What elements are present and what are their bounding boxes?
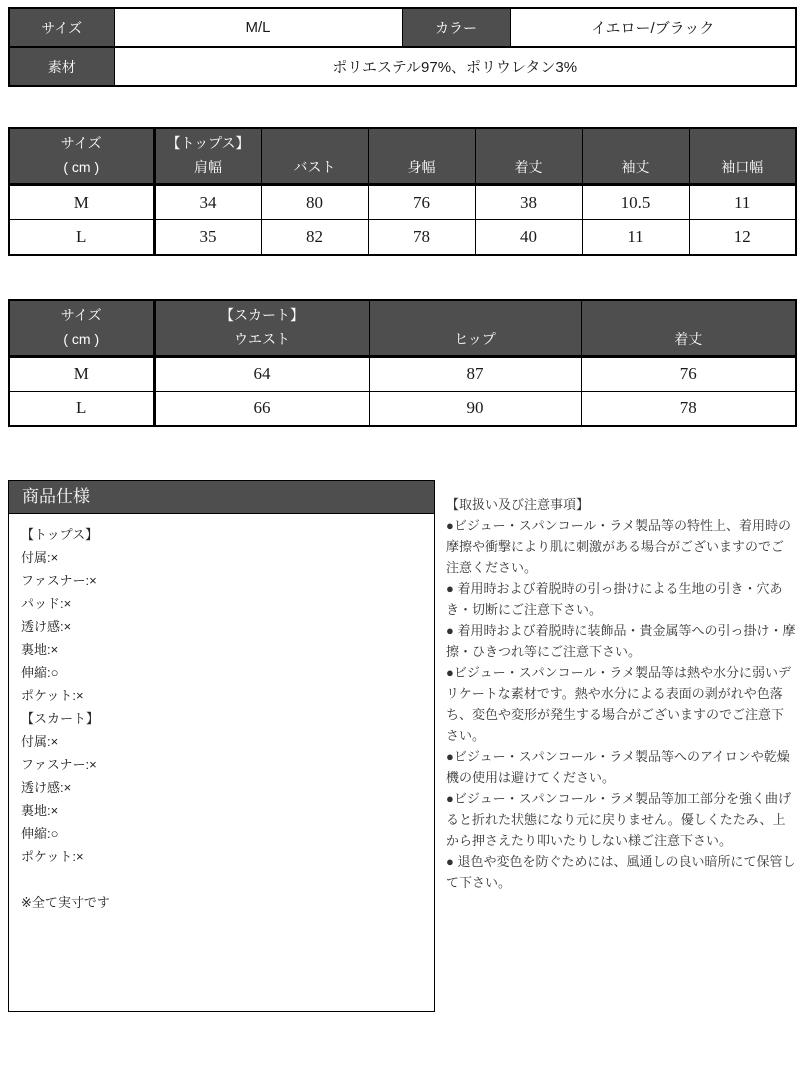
care-notes-title: 【取扱い及び注意事項】 (446, 497, 590, 512)
skirt-size-table (8, 299, 797, 428)
tops-col-shoulder-line2: 肩幅 (194, 159, 222, 175)
tops-row-m (9, 185, 796, 220)
care-note-list (446, 515, 796, 893)
tops-m-shoulder: 34 (154, 185, 261, 220)
skirt-m-waist: 64 (154, 356, 369, 391)
tops-l-sleeve: 11 (582, 220, 689, 255)
tops-col-sleeve-line1 (583, 131, 689, 155)
spec-line: 伸縮:○ (21, 665, 59, 680)
skirt-m-label: M (9, 356, 154, 391)
tops-size-unit-header (9, 128, 154, 185)
skirt-l-waist: 66 (154, 391, 369, 426)
tops-col-width-line1 (369, 131, 475, 155)
tops-col-sleeve-line2: 袖丈 (621, 159, 650, 175)
skirt-m-length: 76 (581, 356, 796, 391)
skirt-row-l (9, 391, 796, 426)
tops-l-label: L (9, 220, 154, 255)
tops-col-bust-line1 (262, 131, 368, 155)
tops-l-width: 78 (368, 220, 475, 255)
care-note: ● 着用時および着脱時に装飾品・貴金属等への引っ掛け・摩擦・ひきつれ等にご注意下さい。 (446, 623, 796, 659)
product-info-table (8, 7, 797, 87)
skirt-col-hip-line1 (370, 303, 581, 327)
material-label-cell: 素材 (9, 47, 114, 86)
spec-line-list (9, 514, 434, 923)
care-note: ●ビジュー・スパンコール・ラメ製品等の特性上、着用時の摩擦や衝撃により肌に刺激がある場合がございますのでご注意ください。 (446, 518, 791, 575)
care-note: ●ビジュー・スパンコール・ラメ製品等は熱や水分に弱いデリケートな素材です。熱や水分による表面の剥がれや色落ち、変色や変形が発生する場合がございますのでご注意下さい。 (446, 665, 791, 743)
spec-line: パッド:× (21, 596, 72, 611)
skirt-l-length: 78 (581, 391, 796, 426)
color-label-cell: カラー (402, 8, 510, 47)
tops-col-bust-line2: バスト (293, 159, 336, 175)
tops-col-cuff (689, 128, 796, 185)
tops-size-table (8, 127, 797, 256)
tops-col-shoulder-line1: 【トップス】 (166, 135, 250, 151)
care-notes-panel (446, 480, 796, 893)
size-value-cell: M/L (114, 8, 402, 47)
skirt-size-unit-header (9, 300, 154, 357)
skirt-l-label: L (9, 391, 154, 426)
tops-col-cuff-line1 (690, 131, 796, 155)
spec-line: 付属:× (21, 550, 59, 565)
tops-col-width-line2: 身幅 (407, 159, 436, 175)
tops-col-bust (261, 128, 368, 185)
tops-m-width: 76 (368, 185, 475, 220)
care-note: ●ビジュー・スパンコール・ラメ製品等へのアイロンや乾燥機の使用は避けてください。 (446, 749, 790, 785)
skirt-size-header-line1: サイズ (60, 306, 102, 323)
spec-line: 透け感:× (21, 619, 72, 634)
tops-l-shoulder: 35 (154, 220, 261, 255)
tops-col-length-line2: 着丈 (514, 159, 543, 175)
skirt-col-length-line2: 着丈 (674, 330, 703, 347)
tops-l-cuff: 12 (689, 220, 796, 255)
tops-col-sleeve (582, 128, 689, 185)
product-spec-page (0, 7, 800, 1074)
care-note: ●ビジュー・スパンコール・ラメ製品等加工部分を強く曲げると折れた状態になり元に戻りません。優しくたたみ、上から押さえたり叩いたりしない様ご注意下さい。 (446, 791, 791, 848)
tops-m-label: M (9, 185, 154, 220)
skirt-size-header-line2: ( cm ) (63, 330, 100, 347)
care-note: ● 退色や変色を防ぐためには、風通しの良い暗所にて保管して下さい。 (446, 854, 796, 890)
tops-m-length: 38 (475, 185, 582, 220)
spec-line: 伸縮:○ (21, 826, 59, 841)
tops-size-header-line1: サイズ (60, 135, 102, 151)
tops-row-l (9, 220, 796, 255)
color-value-cell: イエロー/ブラック (510, 8, 796, 47)
spec-line: ポケット:× (21, 849, 84, 864)
skirt-col-length-line1 (582, 303, 796, 327)
tops-col-length-line1 (476, 131, 582, 155)
spec-line: 裏地:× (21, 803, 59, 818)
spec-line: 【トップス】 (21, 527, 99, 542)
tops-l-bust: 82 (261, 220, 368, 255)
spec-line (21, 868, 422, 891)
skirt-col-waist-line2: ウエスト (234, 330, 290, 347)
skirt-col-length (581, 300, 796, 357)
tops-m-cuff: 11 (689, 185, 796, 220)
spec-line: ファスナー:× (21, 573, 97, 588)
tops-col-width (368, 128, 475, 185)
skirt-col-waist-line1: 【スカート】 (220, 306, 304, 323)
spec-line: ファスナー:× (21, 757, 97, 772)
spec-line: ※全て実寸です (21, 895, 110, 910)
skirt-col-hip-line2: ヒップ (454, 330, 496, 347)
material-value-cell: ポリエステル97%、ポリウレタン3% (114, 47, 796, 86)
tops-m-sleeve: 10.5 (582, 185, 689, 220)
skirt-col-waist (154, 300, 369, 357)
tops-m-bust: 80 (261, 185, 368, 220)
spec-line: 裏地:× (21, 642, 59, 657)
skirt-col-hip (369, 300, 581, 357)
tops-l-length: 40 (475, 220, 582, 255)
size-label-cell: サイズ (9, 8, 114, 47)
tops-col-cuff-line2: 袖口幅 (721, 159, 764, 175)
spec-line: 付属:× (21, 734, 59, 749)
product-spec-panel (8, 480, 435, 1012)
care-note: ● 着用時および着脱時の引っ掛けによる生地の引き・穴あき・切断にご注意下さい。 (446, 581, 783, 617)
tops-col-shoulder (154, 128, 261, 185)
skirt-m-hip: 87 (369, 356, 581, 391)
spec-line: ポケット:× (21, 688, 84, 703)
tops-size-header-line2: ( cm ) (63, 159, 100, 175)
skirt-l-hip: 90 (369, 391, 581, 426)
tops-col-length (475, 128, 582, 185)
spec-panel-title: 商品仕様 (9, 481, 434, 514)
spec-line: 【スカート】 (21, 711, 100, 726)
details-section (8, 480, 800, 1012)
spec-line: 透け感:× (21, 780, 72, 795)
skirt-row-m (9, 356, 796, 391)
